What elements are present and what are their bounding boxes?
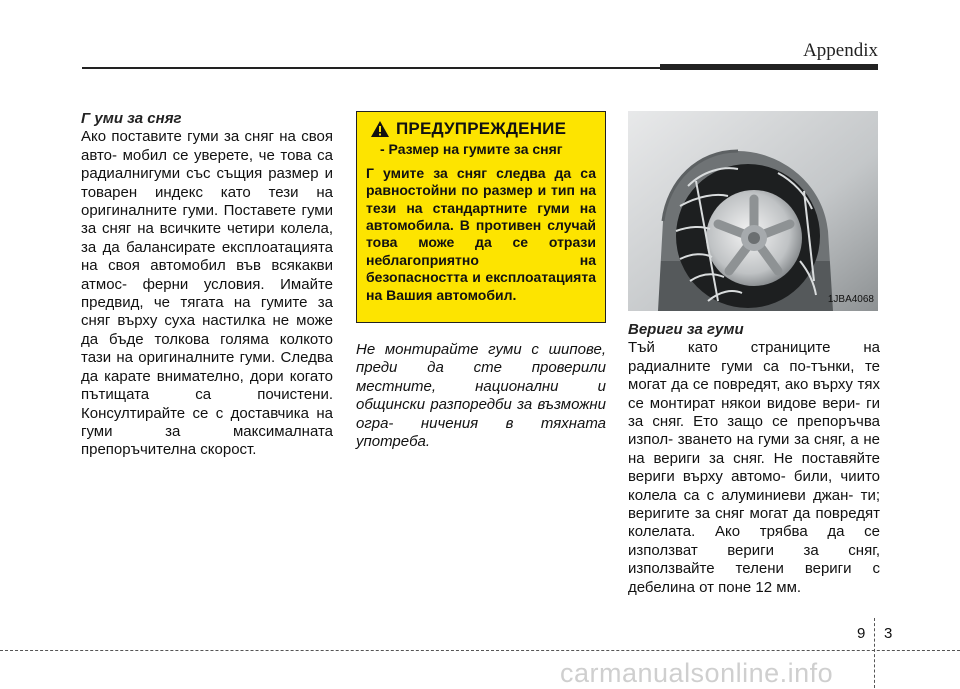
tire-chains-heading: Вериги за гуми [628,321,744,338]
tire-chain-photo [628,111,878,311]
footer-crop-line-horizontal [0,650,960,651]
warning-text: Г умите за сняг следва да са равностойни по размер и тип на тези на стандартните гуми на автомобила. В противен случай това може да се отрази неблагоприятно на безопасността и експлоатацията на Вашия автомобил. [366,164,596,303]
warning-triangle-icon [370,120,390,138]
watermark: carmanualsonline.info [560,658,834,688]
page-header-title: Appendix [803,40,878,61]
snow-tires-text: Ако поставите гуми за сняг на своя авто- мобил се уверете, че това са радиалнигуми със същия размер и товарен индекс като тези на оригиналните гуми. Поставете гуми за сняг на всичките четири колела, за да балансирате експлоатацията на своя автомобил във всякакви атмос- ферни условия. Имайте предвид, че тягата на гумите за сняг върху суха настилка не може да бъде толкова голяма колкото тази на оригиналните гуми. Следва да карате внимателно, дори когато пътищата са почистени. Консултирайте се с доставчика на гуми за максималната препоръчителна скорост. [81,128,333,459]
middle-column [356,111,606,451]
right-column [628,111,880,597]
tire-with-chains-image [628,111,878,311]
tire-chains-text: Тъй като страниците на радиалните гуми са по-тънки, те могат да се повредят, ако върху тях се монтират някои видове вери- ги за сняг. Ето защо се препоръчва изпол- зването на гуми за сняг, а не на вериги за сняг. Не поставяйте вериги върху автомо- били, чиито колела са с алуминиеви джан- ти; веригите за сняг могат да повредят колелата. Ако трябва да се използват вериги за сняг, използвайте телени вериги с дебелина от поне 12 мм. [628,339,880,596]
warning-box [356,111,606,323]
photo-caption: 1JBA4068 [827,293,874,305]
header-rule-accent [660,64,878,70]
header-rule [82,67,660,69]
warning-header [370,120,596,138]
warning-title: ПРЕДУПРЕЖДЕНИЕ [396,119,567,138]
chapter-number: 9 [857,625,866,642]
page-number: 3 [884,625,893,642]
footer-crop-line-vertical [874,618,875,688]
left-column [81,110,333,460]
warning-subtitle: - Размер на гумите за сняг [380,141,563,158]
studded-tires-note: Не монтирайте гуми с шипове, преди да сте проверили местните, национални и общински разпоредби за възможни огра- ничения в тяхната употреба. [356,341,606,451]
snow-tires-heading: Г уми за сняг [81,110,182,127]
